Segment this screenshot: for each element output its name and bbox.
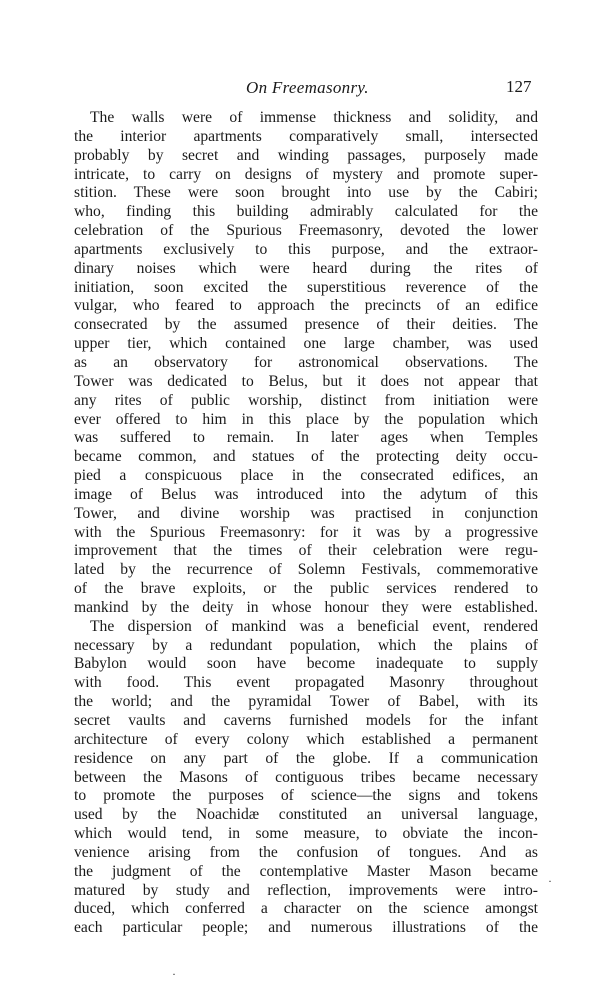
text-line: matured by study and reflection, improvements were intro- — [74, 881, 538, 899]
text-line: pied a conspicuous place in the consecrated edifices, an — [74, 467, 538, 485]
page-number: 127 — [506, 77, 532, 96]
text-line: the judgment of the contemplative Master Mason became — [74, 862, 538, 880]
running-head — [0, 78, 596, 102]
text-line: became common, and statues of the protecting deity occu- — [74, 448, 538, 466]
text-line: improvement that the times of their celebration were regu- — [74, 542, 538, 560]
text-line: the world; and the pyramidal Tower of Babel, with its — [74, 693, 538, 711]
text-line: mankind by the deity in whose honour they were established. — [74, 598, 538, 616]
text-line: celebration of the Spurious Freemasonry, devoted the lower — [74, 222, 538, 240]
text-line: consecrated by the assumed presence of their deities. The — [74, 316, 538, 334]
text-line: ever offered to him in this place by the population which — [74, 410, 538, 428]
text-line: was suffered to remain. In later ages when Temples — [74, 429, 538, 447]
text-line: between the Masons of contiguous tribes became necessary — [74, 768, 538, 786]
text-line: secret vaults and caverns furnished models for the infant — [74, 712, 538, 729]
text-line: Tower was dedicated to Belus, but it does not appear that — [74, 372, 538, 390]
running-title: On Freemasonry. — [246, 78, 369, 97]
text-line: as an observatory for astronomical observations. The — [74, 353, 538, 371]
text-line: residence on any part of the globe. If a communication — [74, 749, 538, 767]
text-line: dinary noises which were heard during the rites of — [74, 259, 538, 277]
text-line: duced, which conferred a character on the science amongst — [74, 900, 538, 918]
text-line: each particular people; and numerous illustrations of the — [74, 919, 538, 937]
text-line: initiation, soon excited the superstitious reverence of the — [74, 278, 538, 296]
text-line: which would tend, in some measure, to obviate the incon- — [74, 825, 538, 843]
text-line: to promote the purposes of science—the signs and tokens — [74, 787, 538, 805]
text-line: the interior apartments comparatively small, intersected — [74, 127, 538, 145]
text-line: Babylon would soon have become inadequate to supply — [74, 655, 538, 673]
text-line: with food. This event propagated Masonry throughout — [74, 674, 538, 692]
body-text — [74, 109, 538, 938]
text-line: image of Belus was introduced into the adytum of this — [74, 485, 538, 503]
text-line: upper tier, which contained one large chamber, was used — [74, 335, 538, 353]
text-line: necessary by a redundant population, which the plains of — [74, 636, 538, 654]
text-line: Tower, and divine worship was practised in conjunction — [74, 504, 538, 522]
text-line: used by the Noachidæ constituted an universal language, — [74, 806, 538, 824]
text-line: of the brave exploits, or the public services rendered to — [74, 580, 538, 598]
text-line: stition. These were soon brought into use by the Cabiri; — [74, 184, 538, 202]
text-line: with the Spurious Freemasonry: for it was by a progressive — [74, 523, 538, 541]
text-line: apartments exclusively to this purpose, and the extraor- — [74, 240, 538, 258]
margin-dot: · — [548, 874, 552, 888]
text-line: any rites of public worship, distinct from initiation were — [74, 391, 538, 409]
text-line: probably by secret and winding passages, purposely made — [74, 146, 538, 164]
text-line: The walls were of immense thickness and solidity, and — [90, 109, 538, 126]
text-line: lated by the recurrence of Solemn Festivals, commemorative — [74, 561, 538, 579]
text-line: vulgar, who feared to approach the precincts of an edifice — [74, 297, 538, 315]
text-line: The dispersion of mankind was a beneficial event, rendered — [90, 617, 538, 635]
text-line: architecture of every colony which established a permanent — [74, 730, 538, 748]
text-line: intricate, to carry on designs of mystery and promote super- — [74, 165, 538, 183]
bottom-dot: · — [172, 967, 176, 981]
text-line: who, finding this building admirably calculated for the — [74, 203, 538, 221]
text-line: venience arising from the confusion of tongues. And as — [74, 843, 538, 861]
